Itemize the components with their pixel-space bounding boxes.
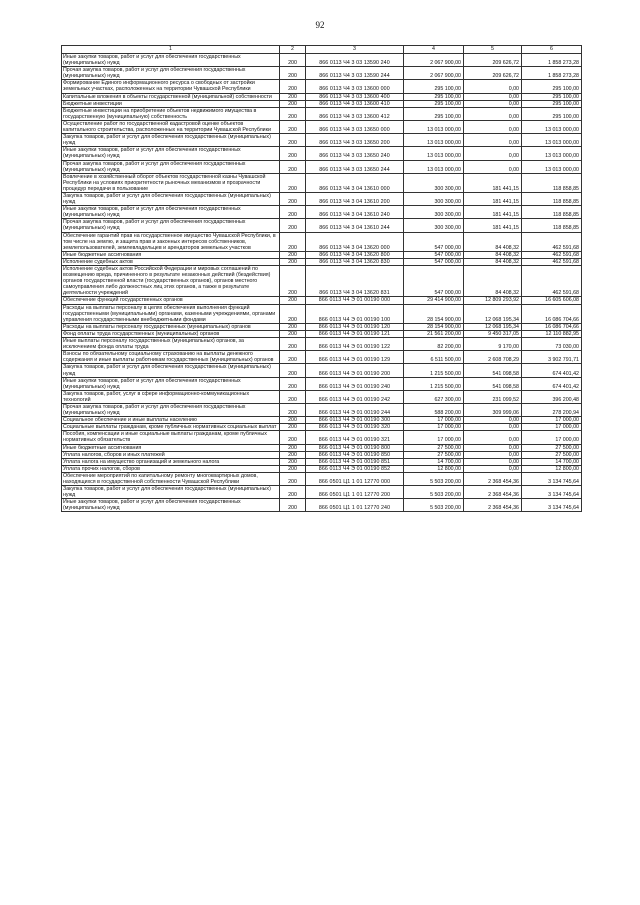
table-row — [62, 424, 582, 431]
table-row — [62, 486, 582, 499]
row-remaining-cell: 462 591,68 — [522, 232, 582, 251]
row-name-cell: Иные выплаты персоналу государственных (муниципальных) органов, за исключением фонда оплаты труда — [62, 338, 280, 351]
row-line-code-cell: 200 — [280, 173, 306, 192]
row-name-cell: Иные закупки товаров, работ и услуг для обеспечения государственных (муниципальных) нужд — [62, 499, 280, 512]
row-line-code-cell: 200 — [280, 499, 306, 512]
table-row — [62, 80, 582, 93]
row-budget-code-cell: 866 0113 Ч4 3 03 13600 000 — [306, 80, 404, 93]
row-approved-cell: 29 414 900,00 — [404, 297, 464, 304]
row-budget-code-cell: 866 0113 Ч4 Э 01 00190 800 — [306, 444, 404, 451]
row-remaining-cell: 295 100,00 — [522, 107, 582, 120]
row-executed-cell: 12 068 195,34 — [464, 304, 522, 323]
row-remaining-cell: 3 902 791,71 — [522, 351, 582, 364]
row-budget-code-cell: 866 0501 Ц1 1 01 12770 200 — [306, 486, 404, 499]
row-approved-cell: 2 067 900,00 — [404, 54, 464, 67]
row-approved-cell: 14 700,00 — [404, 458, 464, 465]
row-approved-cell: 300 300,00 — [404, 219, 464, 232]
table-row — [62, 444, 582, 451]
row-name-cell: Пособия, компенсации и иные социальные выплаты гражданам, кроме публичных нормативных обязательств — [62, 431, 280, 444]
row-line-code-cell: 200 — [280, 472, 306, 485]
table-row — [62, 173, 582, 192]
row-line-code-cell: 200 — [280, 160, 306, 173]
row-line-code-cell: 200 — [280, 266, 306, 297]
row-approved-cell: 28 154 900,00 — [404, 304, 464, 323]
row-approved-cell: 27 500,00 — [404, 451, 464, 458]
row-remaining-cell: 16 086 704,66 — [522, 304, 582, 323]
row-executed-cell: 181 441,15 — [464, 173, 522, 192]
table-row — [62, 330, 582, 337]
row-name-cell: Фонд оплаты труда государственных (муниципальных) органов — [62, 330, 280, 337]
row-executed-cell: 209 626,72 — [464, 67, 522, 80]
row-approved-cell: 547 000,00 — [404, 232, 464, 251]
row-name-cell: Иные закупки товаров, работ и услуг для обеспечения государственных (муниципальных) нужд — [62, 206, 280, 219]
table-row — [62, 431, 582, 444]
row-budget-code-cell: 866 0501 Ц1 1 01 12770 240 — [306, 499, 404, 512]
row-remaining-cell: 13 013 000,00 — [522, 147, 582, 160]
table-row — [62, 338, 582, 351]
row-line-code-cell: 200 — [280, 304, 306, 323]
row-budget-code-cell: 866 0113 Ч4 3 04 13610 200 — [306, 192, 404, 205]
budget-table — [61, 45, 582, 512]
row-executed-cell: 181 441,15 — [464, 219, 522, 232]
row-name-cell: Иные бюджетные ассигнования — [62, 444, 280, 451]
row-executed-cell: 231 099,52 — [464, 390, 522, 403]
row-approved-cell: 17 000,00 — [404, 431, 464, 444]
row-name-cell: Закупка товаров, работ и услуг для обеспечения государственных (муниципальных) нужд — [62, 134, 280, 147]
row-remaining-cell: 12 800,00 — [522, 465, 582, 472]
row-approved-cell: 28 154 900,00 — [404, 323, 464, 330]
row-remaining-cell: 278 200,94 — [522, 403, 582, 416]
row-line-code-cell: 200 — [280, 323, 306, 330]
row-line-code-cell: 200 — [280, 465, 306, 472]
row-remaining-cell: 1 858 273,28 — [522, 67, 582, 80]
table-row — [62, 258, 582, 265]
row-name-cell: Исполнение судебных актов — [62, 258, 280, 265]
row-budget-code-cell: 866 0113 Ч4 3 04 13610 244 — [306, 219, 404, 232]
row-budget-code-cell: 866 0113 Ч4 Э 01 00190 851 — [306, 458, 404, 465]
row-budget-code-cell: 866 0113 Ч4 Э 01 00190 129 — [306, 351, 404, 364]
row-executed-cell: 0,00 — [464, 80, 522, 93]
table-row — [62, 206, 582, 219]
table-row — [62, 403, 582, 416]
table-row — [62, 465, 582, 472]
row-remaining-cell: 27 500,00 — [522, 444, 582, 451]
row-executed-cell: 9 450 317,05 — [464, 330, 522, 337]
row-approved-cell: 21 561 200,00 — [404, 330, 464, 337]
table-row — [62, 107, 582, 120]
table-row — [62, 297, 582, 304]
row-line-code-cell: 200 — [280, 80, 306, 93]
row-line-code-cell: 200 — [280, 134, 306, 147]
row-executed-cell: 0,00 — [464, 160, 522, 173]
row-executed-cell: 0,00 — [464, 417, 522, 424]
row-executed-cell: 9 170,00 — [464, 338, 522, 351]
row-executed-cell: 0,00 — [464, 431, 522, 444]
row-name-cell: Иные закупки товаров, работ и услуг для обеспечения государственных (муниципальных) нужд — [62, 54, 280, 67]
row-approved-cell: 547 000,00 — [404, 258, 464, 265]
row-approved-cell: 300 300,00 — [404, 192, 464, 205]
row-remaining-cell: 27 500,00 — [522, 451, 582, 458]
row-name-cell: Социальное обеспечение и иные выплаты населению — [62, 417, 280, 424]
row-executed-cell: 0,00 — [464, 120, 522, 133]
row-executed-cell: 0,00 — [464, 134, 522, 147]
row-name-cell: Социальные выплаты гражданам, кроме публичных нормативных социальных выплат — [62, 424, 280, 431]
row-approved-cell: 295 100,00 — [404, 100, 464, 107]
row-line-code-cell: 200 — [280, 338, 306, 351]
row-approved-cell: 13 013 000,00 — [404, 120, 464, 133]
row-budget-code-cell: 866 0113 Ч4 Э 01 00190 320 — [306, 424, 404, 431]
row-budget-code-cell: 866 0113 Ч4 3 03 13650 244 — [306, 160, 404, 173]
row-name-cell: Уплата налогов, сборов и иных платежей — [62, 451, 280, 458]
row-name-cell: Обеспечение функций государственных органов — [62, 297, 280, 304]
row-approved-cell: 1 215 500,00 — [404, 377, 464, 390]
row-name-cell: Закупка товаров, работ и услуг для обеспечения государственных (муниципальных) нужд — [62, 192, 280, 205]
row-remaining-cell: 17 000,00 — [522, 424, 582, 431]
row-remaining-cell: 1 858 273,28 — [522, 54, 582, 67]
table-row — [62, 93, 582, 100]
row-executed-cell: 0,00 — [464, 93, 522, 100]
row-name-cell: Исполнение судебных актов Российской Федерации и мировых соглашений по возмещению вреда, причиненного в результате незаконных действий (бездействия) органов государственной власти (государственных органов), органов местного самоуправления либо должностных лиц этих органов, а также в результате деятельности учреждений — [62, 266, 280, 297]
row-executed-cell: 84 408,32 — [464, 232, 522, 251]
row-remaining-cell: 118 858,85 — [522, 173, 582, 192]
row-budget-code-cell: 866 0113 Ч4 Э 01 00190 852 — [306, 465, 404, 472]
row-approved-cell: 27 500,00 — [404, 444, 464, 451]
row-remaining-cell: 295 100,00 — [522, 100, 582, 107]
row-approved-cell: 295 100,00 — [404, 80, 464, 93]
row-name-cell: Расходы на выплаты персоналу в целях обеспечения выполнения функций государственными (муниципальными) органами, казенными учреждениями, органами управления государственными внебюджетными фондами — [62, 304, 280, 323]
row-line-code-cell: 200 — [280, 219, 306, 232]
row-remaining-cell: 73 030,00 — [522, 338, 582, 351]
row-remaining-cell: 16 086 704,66 — [522, 323, 582, 330]
row-executed-cell: 181 441,15 — [464, 206, 522, 219]
row-name-cell: Вовлечение в хозяйственный оборот объектов государственной казны Чувашской Республики на условиях приоритетности рыночных механизмов и прозрачности процедур передачи в пользование — [62, 173, 280, 192]
row-budget-code-cell: 866 0113 Ч4 3 03 13590 244 — [306, 67, 404, 80]
row-name-cell: Закупка товаров, работ и услуг для обеспечения государственных (муниципальных) нужд — [62, 364, 280, 377]
row-budget-code-cell: 866 0113 Ч4 3 04 13610 000 — [306, 173, 404, 192]
row-approved-cell: 300 300,00 — [404, 173, 464, 192]
row-name-cell: Прочая закупка товаров, работ и услуг для обеспечения государственных (муниципальных) нужд — [62, 219, 280, 232]
table-row — [62, 499, 582, 512]
row-approved-cell: 588 200,00 — [404, 403, 464, 416]
row-executed-cell: 309 999,06 — [464, 403, 522, 416]
row-budget-code-cell: 866 0113 Ч4 Э 01 00190 200 — [306, 364, 404, 377]
row-remaining-cell: 3 134 745,64 — [522, 472, 582, 485]
table-row — [62, 451, 582, 458]
row-name-cell: Прочая закупка товаров, работ и услуг для обеспечения государственных (муниципальных) нужд — [62, 403, 280, 416]
table-row — [62, 304, 582, 323]
row-remaining-cell: 462 591,68 — [522, 266, 582, 297]
table-row — [62, 251, 582, 258]
row-line-code-cell: 200 — [280, 54, 306, 67]
table-row — [62, 120, 582, 133]
row-executed-cell: 0,00 — [464, 107, 522, 120]
row-name-cell: Иные закупки товаров, работ и услуг для обеспечения государственных (муниципальных) нужд — [62, 147, 280, 160]
row-executed-cell: 541 098,58 — [464, 377, 522, 390]
row-name-cell: Прочая закупка товаров, работ и услуг для обеспечения государственных (муниципальных) нужд — [62, 160, 280, 173]
row-executed-cell: 0,00 — [464, 100, 522, 107]
row-line-code-cell: 200 — [280, 93, 306, 100]
row-name-cell: Обеспечение гарантий прав на государственное имущество Чувашской Республики, в том числе на землю, и защита прав и законных интересов собственников, землепользователей, землевладельцев и арендаторов земельных участков — [62, 232, 280, 251]
row-line-code-cell: 200 — [280, 100, 306, 107]
row-remaining-cell: 674 401,42 — [522, 377, 582, 390]
row-line-code-cell: 200 — [280, 297, 306, 304]
row-remaining-cell: 674 401,42 — [522, 364, 582, 377]
row-name-cell: Взносы по обязательному социальному страхованию на выплаты денежного содержания и иные выплаты работникам государственных (муниципальных) органов — [62, 351, 280, 364]
row-name-cell: Уплата прочих налогов, сборов — [62, 465, 280, 472]
row-remaining-cell: 462 591,68 — [522, 251, 582, 258]
row-remaining-cell: 17 000,00 — [522, 431, 582, 444]
row-budget-code-cell: 866 0113 Ч4 3 03 13650 200 — [306, 134, 404, 147]
row-executed-cell: 0,00 — [464, 451, 522, 458]
table-row — [62, 266, 582, 297]
row-executed-cell: 0,00 — [464, 444, 522, 451]
row-budget-code-cell: 866 0113 Ч4 Э 01 00190 240 — [306, 377, 404, 390]
row-budget-code-cell: 866 0113 Ч4 3 03 13600 412 — [306, 107, 404, 120]
row-approved-cell: 82 200,00 — [404, 338, 464, 351]
row-budget-code-cell: 866 0113 Ч4 Э 01 00190 244 — [306, 403, 404, 416]
row-remaining-cell: 3 134 745,64 — [522, 499, 582, 512]
row-approved-cell: 12 800,00 — [404, 465, 464, 472]
row-line-code-cell: 200 — [280, 120, 306, 133]
table-row — [62, 364, 582, 377]
row-approved-cell: 5 503 200,00 — [404, 472, 464, 485]
row-approved-cell: 6 511 500,00 — [404, 351, 464, 364]
row-budget-code-cell: 866 0113 Ч4 Э 01 00190 321 — [306, 431, 404, 444]
table-row — [62, 377, 582, 390]
table-row — [62, 458, 582, 465]
row-name-cell: Уплата налога на имущество организаций и земельного налога — [62, 458, 280, 465]
row-executed-cell: 541 098,58 — [464, 364, 522, 377]
row-name-cell: Прочая закупка товаров, работ и услуг для обеспечения государственных (муниципальных) нужд — [62, 67, 280, 80]
row-approved-cell: 295 100,00 — [404, 107, 464, 120]
row-budget-code-cell: 866 0113 Ч4 Э 01 00190 000 — [306, 297, 404, 304]
row-line-code-cell: 200 — [280, 351, 306, 364]
row-executed-cell: 84 408,32 — [464, 251, 522, 258]
header-cell: 5 — [464, 46, 522, 54]
table-row — [62, 323, 582, 330]
row-executed-cell: 0,00 — [464, 465, 522, 472]
row-executed-cell: 12 809 293,92 — [464, 297, 522, 304]
row-line-code-cell: 200 — [280, 403, 306, 416]
row-budget-code-cell: 866 0113 Ч4 Э 01 00190 242 — [306, 390, 404, 403]
row-line-code-cell: 200 — [280, 330, 306, 337]
row-line-code-cell: 200 — [280, 451, 306, 458]
row-name-cell: Бюджетные инвестиции — [62, 100, 280, 107]
table-row — [62, 219, 582, 232]
row-remaining-cell: 295 100,00 — [522, 80, 582, 93]
row-line-code-cell: 200 — [280, 232, 306, 251]
table-row — [62, 134, 582, 147]
page-number: 92 — [315, 20, 325, 30]
table-row — [62, 54, 582, 67]
table-row — [62, 147, 582, 160]
row-executed-cell: 2 368 454,36 — [464, 486, 522, 499]
row-budget-code-cell: 866 0113 Ч4 3 03 13650 000 — [306, 120, 404, 133]
row-remaining-cell: 295 100,00 — [522, 93, 582, 100]
row-line-code-cell: 200 — [280, 192, 306, 205]
row-remaining-cell: 118 858,85 — [522, 192, 582, 205]
row-budget-code-cell: 866 0113 Ч4 3 03 13590 240 — [306, 54, 404, 67]
row-budget-code-cell: 866 0113 Ч4 3 03 13600 400 — [306, 93, 404, 100]
row-name-cell: Расходы на выплаты персоналу государственных (муниципальных) органов — [62, 323, 280, 330]
table-row — [62, 390, 582, 403]
row-executed-cell: 84 408,32 — [464, 258, 522, 265]
row-approved-cell: 17 000,00 — [404, 424, 464, 431]
row-executed-cell: 209 626,72 — [464, 54, 522, 67]
row-name-cell: Закупка товаров, работ, услуг в сфере информационно-коммуникационных технологий — [62, 390, 280, 403]
row-line-code-cell: 200 — [280, 377, 306, 390]
row-line-code-cell: 200 — [280, 251, 306, 258]
row-budget-code-cell: 866 0113 Ч4 3 04 13620 830 — [306, 258, 404, 265]
row-remaining-cell: 12 110 882,95 — [522, 330, 582, 337]
table-row — [62, 100, 582, 107]
row-name-cell: Обеспечение мероприятий по капитальному ремонту многоквартирных домов, находящихся в государственной собственности Чувашской Республики — [62, 472, 280, 485]
row-remaining-cell: 14 700,00 — [522, 458, 582, 465]
table-row — [62, 351, 582, 364]
row-line-code-cell: 200 — [280, 444, 306, 451]
row-budget-code-cell: 866 0113 Ч4 Э 01 00190 100 — [306, 304, 404, 323]
header-cell: 1 — [62, 46, 280, 54]
row-executed-cell: 0,00 — [464, 424, 522, 431]
row-approved-cell: 1 215 500,00 — [404, 364, 464, 377]
row-executed-cell: 181 441,15 — [464, 192, 522, 205]
table-header-row — [62, 46, 582, 54]
table-row — [62, 232, 582, 251]
row-name-cell: Иные бюджетные ассигнования — [62, 251, 280, 258]
row-approved-cell: 295 100,00 — [404, 93, 464, 100]
row-remaining-cell: 13 013 000,00 — [522, 160, 582, 173]
row-executed-cell: 2 608 708,29 — [464, 351, 522, 364]
row-line-code-cell: 200 — [280, 67, 306, 80]
row-budget-code-cell: 866 0113 Ч4 3 04 13610 240 — [306, 206, 404, 219]
row-line-code-cell: 200 — [280, 147, 306, 160]
row-remaining-cell: 462 591,68 — [522, 258, 582, 265]
header-cell: 6 — [522, 46, 582, 54]
row-line-code-cell: 200 — [280, 206, 306, 219]
row-line-code-cell: 200 — [280, 417, 306, 424]
row-name-cell: Осуществление работ по государственной кадастровой оценке объектов капитального строительства, расположенных на территории Чувашской Республики — [62, 120, 280, 133]
header-cell: 4 — [404, 46, 464, 54]
row-budget-code-cell: 866 0113 Ч4 Э 01 00190 850 — [306, 451, 404, 458]
row-approved-cell: 5 503 200,00 — [404, 486, 464, 499]
row-name-cell: Формирование Единого информационного ресурса о свободных от застройки земельных участках, расположенных на территории Чувашской Республики — [62, 80, 280, 93]
row-remaining-cell: 16 605 606,08 — [522, 297, 582, 304]
row-approved-cell: 13 013 000,00 — [404, 147, 464, 160]
header-cell: 2 — [280, 46, 306, 54]
row-remaining-cell: 396 200,48 — [522, 390, 582, 403]
row-line-code-cell: 200 — [280, 390, 306, 403]
table-row — [62, 472, 582, 485]
row-line-code-cell: 200 — [280, 107, 306, 120]
row-remaining-cell: 17 000,00 — [522, 417, 582, 424]
row-budget-code-cell: 866 0113 Ч4 Э 01 00190 120 — [306, 323, 404, 330]
row-approved-cell: 300 300,00 — [404, 206, 464, 219]
row-approved-cell: 5 503 200,00 — [404, 499, 464, 512]
row-approved-cell: 2 067 900,00 — [404, 67, 464, 80]
row-approved-cell: 627 300,00 — [404, 390, 464, 403]
row-executed-cell: 0,00 — [464, 147, 522, 160]
row-line-code-cell: 200 — [280, 458, 306, 465]
row-name-cell: Бюджетные инвестиции на приобретение объектов недвижимого имущества в государственную (муниципальную) собственность — [62, 107, 280, 120]
row-executed-cell: 0,00 — [464, 458, 522, 465]
row-line-code-cell: 200 — [280, 431, 306, 444]
row-budget-code-cell: 866 0113 Ч4 3 04 13620 831 — [306, 266, 404, 297]
row-remaining-cell: 3 134 745,64 — [522, 486, 582, 499]
row-name-cell: Иные закупки товаров, работ и услуг для обеспечения государственных (муниципальных) нужд — [62, 377, 280, 390]
table-row — [62, 417, 582, 424]
row-approved-cell: 547 000,00 — [404, 266, 464, 297]
row-budget-code-cell: 866 0113 Ч4 3 03 13600 410 — [306, 100, 404, 107]
row-approved-cell: 547 000,00 — [404, 251, 464, 258]
row-line-code-cell: 200 — [280, 258, 306, 265]
row-budget-code-cell: 866 0113 Ч4 3 03 13650 240 — [306, 147, 404, 160]
row-remaining-cell: 13 013 000,00 — [522, 134, 582, 147]
row-approved-cell: 13 013 000,00 — [404, 160, 464, 173]
header-cell: 3 — [306, 46, 404, 54]
table-row — [62, 192, 582, 205]
row-executed-cell: 2 368 454,36 — [464, 499, 522, 512]
row-name-cell: Капитальные вложения в объекты государственной (муниципальной) собственности — [62, 93, 280, 100]
row-executed-cell: 84 408,32 — [464, 266, 522, 297]
table-row — [62, 67, 582, 80]
row-budget-code-cell: 866 0113 Ч4 Э 01 00190 121 — [306, 330, 404, 337]
row-budget-code-cell: 866 0113 Ч4 Э 01 00190 122 — [306, 338, 404, 351]
row-approved-cell: 17 000,00 — [404, 417, 464, 424]
row-budget-code-cell: 866 0501 Ц1 1 01 12770 000 — [306, 472, 404, 485]
row-line-code-cell: 200 — [280, 364, 306, 377]
row-budget-code-cell: 866 0113 Ч4 3 04 13620 000 — [306, 232, 404, 251]
row-remaining-cell: 118 858,85 — [522, 206, 582, 219]
row-remaining-cell: 118 858,85 — [522, 219, 582, 232]
row-approved-cell: 13 013 000,00 — [404, 134, 464, 147]
row-line-code-cell: 200 — [280, 424, 306, 431]
row-line-code-cell: 200 — [280, 486, 306, 499]
row-remaining-cell: 13 013 000,00 — [522, 120, 582, 133]
row-budget-code-cell: 866 0113 Ч4 Э 01 00190 300 — [306, 417, 404, 424]
table-row — [62, 160, 582, 173]
row-budget-code-cell: 866 0113 Ч4 3 04 13620 800 — [306, 251, 404, 258]
row-name-cell: Закупка товаров, работ и услуг для обеспечения государственных (муниципальных) нужд — [62, 486, 280, 499]
row-executed-cell: 12 068 195,34 — [464, 323, 522, 330]
row-executed-cell: 2 368 454,36 — [464, 472, 522, 485]
